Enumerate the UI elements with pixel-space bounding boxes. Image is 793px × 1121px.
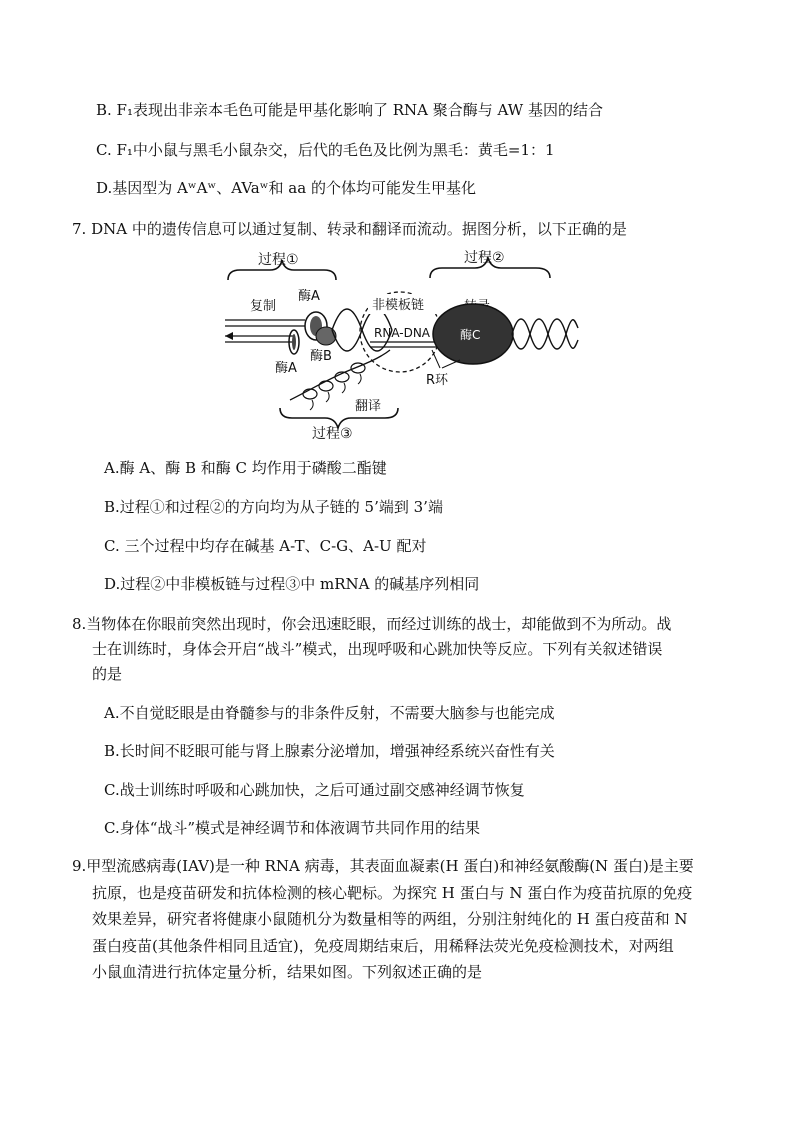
q6-option-d: D.基因型为 AʷAʷ、AVaʷ和 aa 的个体均可能发生甲基化 (96, 179, 476, 197)
q9-stem-line2: 抗原，也是疫苗研发和抗体检测的核心靶标。为探究 H 蛋白与 N 蛋白作为疫苗抗原的免疫 (92, 884, 693, 902)
translation-label: 翻译 (355, 399, 382, 414)
q8-stem-line3: 的是 (92, 665, 123, 683)
q7-option-b: B.过程①和过程②的方向均为从子链的 5’端到 3’端 (104, 498, 443, 516)
q6-option-c: C. F₁中小鼠与黑毛小鼠杂交，后代的毛色及比例为黑毛：黄毛=1：1 (96, 141, 555, 159)
replication-label: 复制 (250, 299, 277, 314)
q8-stem-line2: 士在训练时，身体会开启“战斗”模式，出现呼吸和心跳加快等反应。下列有关叙述错误 (92, 640, 663, 658)
nontemplate-label: 非模板链 (372, 298, 425, 313)
process2-label: 过程② (464, 250, 505, 266)
rna-dna-hybrid-label: RNA-DNA (374, 326, 431, 340)
process1-label: 过程① (258, 252, 299, 268)
q7-stem: 7. DNA 中的遗传信息可以通过复制、转录和翻译而流动。据图分析，以下正确的是 (72, 220, 627, 238)
process3-label: 过程③ (312, 426, 353, 440)
q9-stem-line5: 小鼠血清进行抗体定量分析，结果如图。下列叙述正确的是 (92, 963, 483, 981)
q6-option-b: B. F₁表现出非亲本毛色可能是甲基化影响了 RNA 聚合酶与 AW 基因的结合 (96, 101, 603, 119)
q8-stem-line1: 8.当物体在你眼前突然出现时，你会迅速眨眼，而经过训练的战士，却能做到不为所动。战 (72, 615, 672, 633)
q7-option-d: D.过程②中非模板链与过程③中 mRNA 的碱基序列相同 (104, 575, 480, 593)
q8-option-b: B.长时间不眨眼可能与肾上腺素分泌增加，增强神经系统兴奋性有关 (104, 742, 555, 760)
enzyme-b-label: 酶B (310, 349, 332, 364)
r-loop-label: R环 (426, 373, 449, 388)
q9-stem-line4: 蛋白疫苗(其他条件相同且适宜)，免疫周期结束后，用稀释法荧光免疫检测技术，对两组 (92, 937, 674, 955)
q9-stem-line1: 9.甲型流感病毒(IAV)是一种 RNA 病毒，其表面血凝素(H 蛋白)和神经氨酸酶(N 蛋白)是主要 (72, 857, 694, 875)
dna-process-diagram (220, 250, 580, 440)
q8-option-c: C.战士训练时呼吸和心跳加快，之后可通过副交感神经调节恢复 (104, 781, 525, 799)
enzyme-a-bottom-label: 酶A (275, 361, 297, 376)
q7-option-c: C. 三个过程中均存在碱基 A-T、C-G、A-U 配对 (104, 537, 427, 555)
enzyme-c-label: 酶C (460, 328, 481, 342)
q8-option-d: C.身体“战斗”模式是神经调节和体液调节共同作用的结果 (104, 819, 481, 837)
enzyme-a-top-label: 酶A (298, 289, 320, 304)
q7-option-a: A.酶 A、酶 B 和酶 C 均作用于磷酸二酯键 (104, 459, 387, 477)
q8-option-a: A.不自觉眨眼是由脊髓参与的非条件反射，不需要大脑参与也能完成 (104, 704, 555, 722)
q9-stem-line3: 效果差异，研究者将健康小鼠随机分为数量相等的两组，分别注射纯化的 H 蛋白疫苗和 N (92, 910, 688, 928)
